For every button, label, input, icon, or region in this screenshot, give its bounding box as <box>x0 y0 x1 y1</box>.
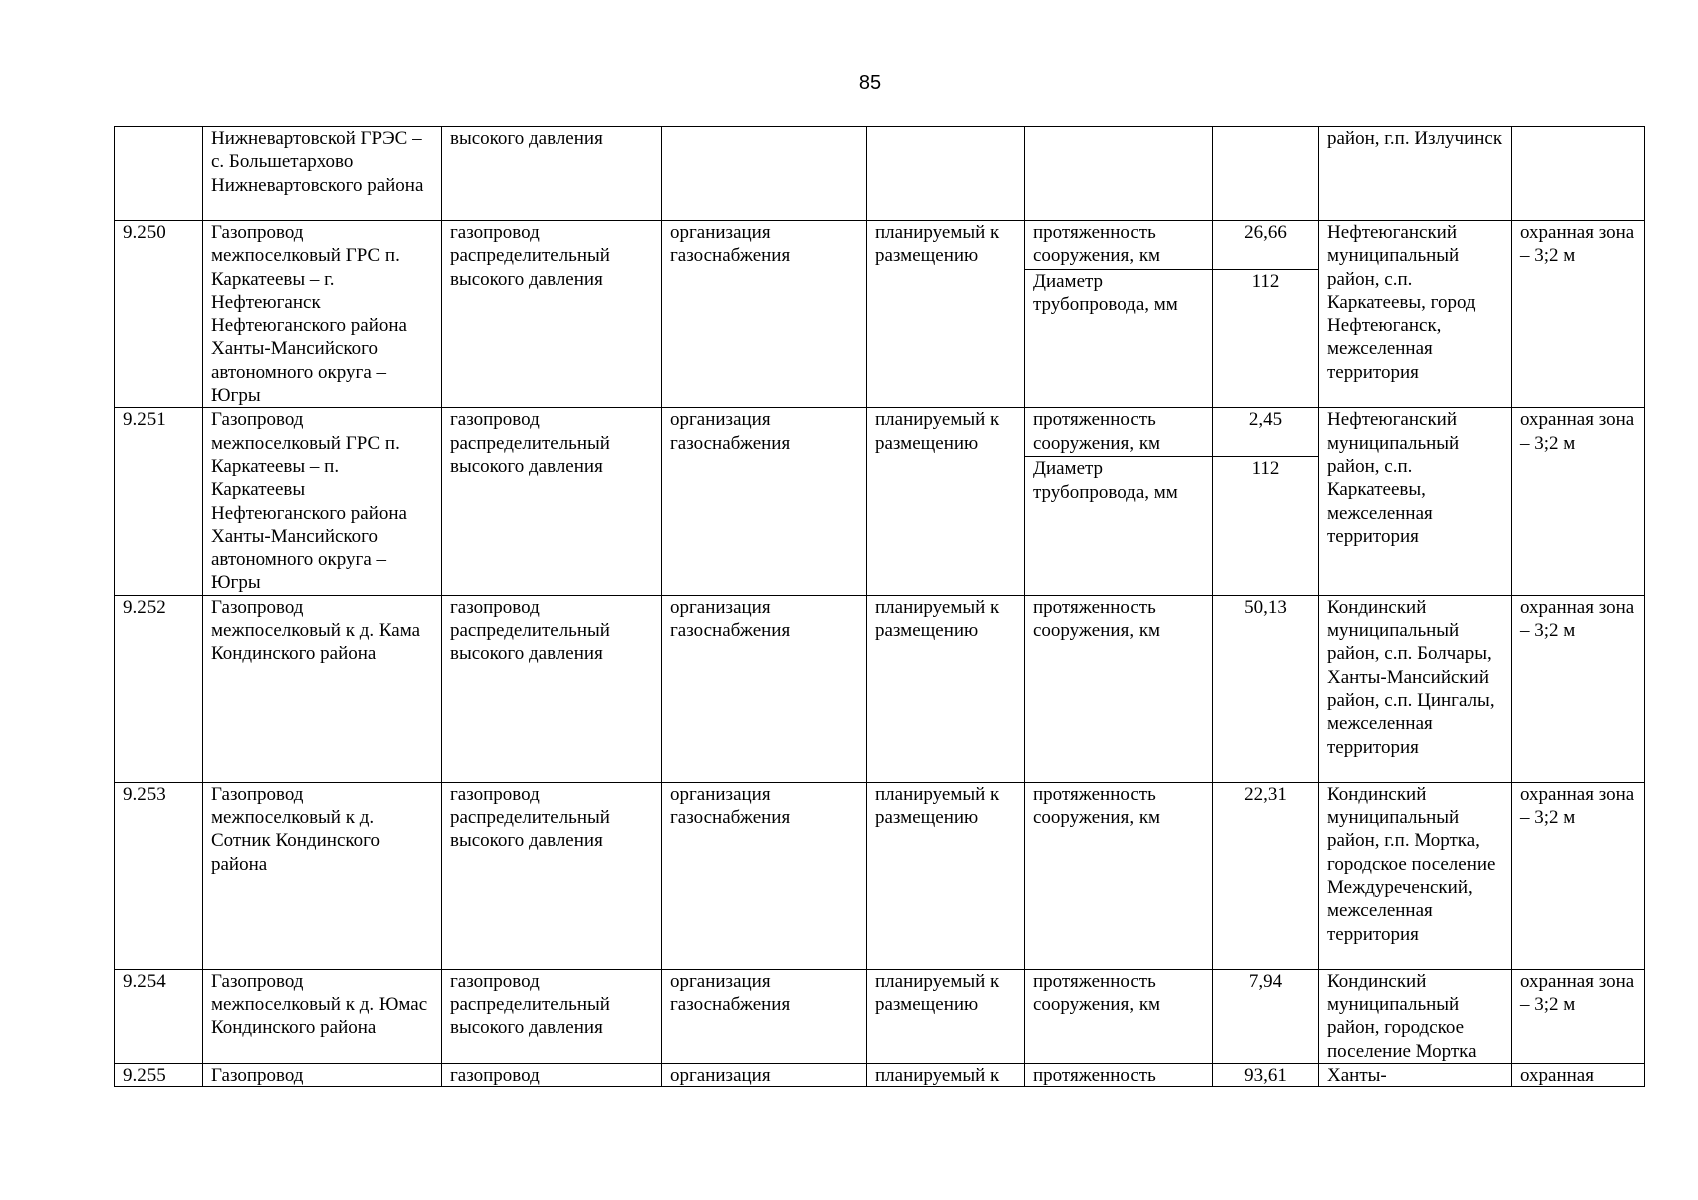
objects-table <box>114 126 1645 1087</box>
object-purpose: организация газоснабжения <box>662 969 867 1063</box>
row-number: 9.255 <box>115 1063 203 1086</box>
protection-zone: охранная <box>1512 1063 1645 1086</box>
object-status: планируемый к размещению <box>867 221 1025 408</box>
object-type: газопровод распределительный высокого давления <box>442 221 662 408</box>
param-label: протяженность сооружения, км <box>1025 221 1213 270</box>
protection-zone: охранная зона – 3;2 м <box>1512 595 1645 782</box>
param-value: 26,66 <box>1213 221 1319 270</box>
row-number <box>115 127 203 221</box>
row-number: 9.251 <box>115 408 203 595</box>
param-value: 112 <box>1213 457 1319 595</box>
object-location: Нефтеюганский муниципальный район, с.п. Каркатеевы, межселенная территория <box>1319 408 1512 595</box>
param-value: 2,45 <box>1213 408 1319 457</box>
param-label: протяженность сооружения, км <box>1025 782 1213 969</box>
object-purpose: организация газоснабжения <box>662 595 867 782</box>
param-label: протяженность сооружения, км <box>1025 408 1213 457</box>
object-status <box>867 127 1025 221</box>
protection-zone: охранная зона – 3;2 м <box>1512 782 1645 969</box>
object-purpose: организация <box>662 1063 867 1086</box>
protection-zone: охранная зона – 3;2 м <box>1512 221 1645 408</box>
param-label: протяженность <box>1025 1063 1213 1086</box>
row-number: 9.253 <box>115 782 203 969</box>
table-row <box>115 782 1645 969</box>
object-location: Кондинский муниципальный район, городское поселение Мортка <box>1319 969 1512 1063</box>
param-value: 93,61 <box>1213 1063 1319 1086</box>
param-value: 50,13 <box>1213 595 1319 782</box>
param-label: Диаметр трубопровода, мм <box>1025 270 1213 408</box>
param-label: Диаметр трубопровода, мм <box>1025 457 1213 595</box>
protection-zone <box>1512 127 1645 221</box>
row-number: 9.254 <box>115 969 203 1063</box>
param-label: протяженность сооружения, км <box>1025 595 1213 782</box>
object-name: Газопровод межпоселковый к д. Юмас Кондинского района <box>203 969 442 1063</box>
param-label <box>1025 127 1213 221</box>
object-type: газопровод распределительный высокого давления <box>442 408 662 595</box>
table-row <box>115 969 1645 1063</box>
object-type: газопровод распределительный высокого давления <box>442 782 662 969</box>
object-name: Газопровод межпоселковый к д. Сотник Кондинского района <box>203 782 442 969</box>
row-number: 9.250 <box>115 221 203 408</box>
object-status: планируемый к <box>867 1063 1025 1086</box>
object-name: Нижневартовской ГРЭС – с. Большетархово Нижневартовского района <box>203 127 442 221</box>
param-value <box>1213 127 1319 221</box>
object-status: планируемый к размещению <box>867 782 1025 969</box>
object-name: Газопровод межпоселковый ГРС п. Каркатеевы – г. Нефтеюганск Нефтеюганского района Ханты-Мансийского автономного округа – Югры <box>203 221 442 408</box>
object-type: газопровод <box>442 1063 662 1086</box>
page-number: 85 <box>858 72 882 94</box>
table-row <box>115 595 1645 782</box>
object-purpose: организация газоснабжения <box>662 408 867 595</box>
table-row <box>115 408 1645 457</box>
object-status: планируемый к размещению <box>867 969 1025 1063</box>
table-row <box>115 1063 1645 1086</box>
object-name: Газопровод <box>203 1063 442 1086</box>
object-location: Нефтеюганский муниципальный район, с.п. Каркатеевы, город Нефтеюганск, межселенная территория <box>1319 221 1512 408</box>
object-location: Кондинский муниципальный район, г.п. Мортка, городское поселение Междуреченский, межселенная территория <box>1319 782 1512 969</box>
object-location: район, г.п. Излучинск <box>1319 127 1512 221</box>
param-label: протяженность сооружения, км <box>1025 969 1213 1063</box>
param-value: 22,31 <box>1213 782 1319 969</box>
object-type: высокого давления <box>442 127 662 221</box>
object-name: Газопровод межпоселковый к д. Кама Кондинского района <box>203 595 442 782</box>
table-row <box>115 221 1645 270</box>
object-status: планируемый к размещению <box>867 408 1025 595</box>
object-status: планируемый к размещению <box>867 595 1025 782</box>
object-name: Газопровод межпоселковый ГРС п. Каркатеевы – п. Каркатеевы Нефтеюганского района Ханты-Мансийского автономного округа – Югры <box>203 408 442 595</box>
object-type: газопровод распределительный высокого давления <box>442 969 662 1063</box>
object-purpose: организация газоснабжения <box>662 221 867 408</box>
protection-zone: охранная зона – 3;2 м <box>1512 969 1645 1063</box>
param-value: 7,94 <box>1213 969 1319 1063</box>
object-location: Ханты- <box>1319 1063 1512 1086</box>
object-location: Кондинский муниципальный район, с.п. Болчары, Ханты-Мансийский район, с.п. Цингалы, межселенная территория <box>1319 595 1512 782</box>
row-number: 9.252 <box>115 595 203 782</box>
object-purpose: организация газоснабжения <box>662 782 867 969</box>
protection-zone: охранная зона – 3;2 м <box>1512 408 1645 595</box>
table-row <box>115 127 1645 221</box>
object-type: газопровод распределительный высокого давления <box>442 595 662 782</box>
object-purpose <box>662 127 867 221</box>
param-value: 112 <box>1213 270 1319 408</box>
